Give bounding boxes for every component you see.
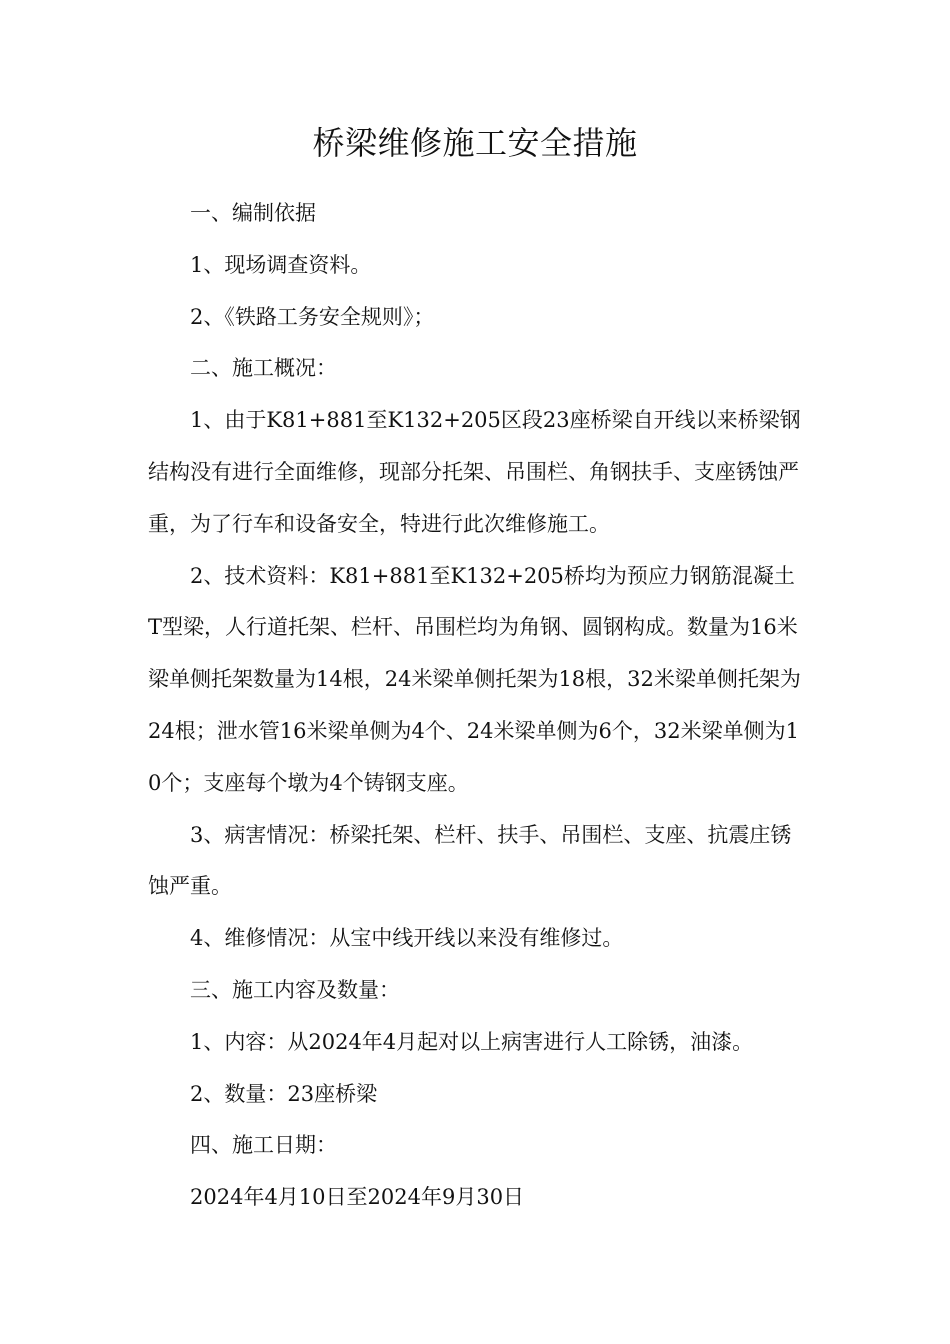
construction-dates: 2024年4月10日至2024年9月30日 xyxy=(190,1185,525,1210)
section-heading-content: 三、施工内容及数量： xyxy=(190,977,400,1002)
section-heading-overview: 二、施工概况： xyxy=(190,356,337,381)
content-item-1: 1、内容：从2024年4月起对以上病害进行人工除锈，油漆。 xyxy=(190,1029,754,1054)
overview-item-1: 1、由于K81+881至K132+205区段23座桥梁自开线以来桥梁钢结构没有进行全面维修，现部分托架、吊围栏、角钢扶手、支座锈蚀严重，为了行车和设备安全，特进行此次维修施工。 xyxy=(148,408,801,536)
document-body xyxy=(148,188,808,1224)
basis-item-1: 1、现场调查资料。 xyxy=(190,252,372,277)
overview-item-2: 2、技术资料：K81+881至K132+205桥均为预应力钢筋混凝土T型梁，人行道托架、栏杆、吊围栏均为角钢、圆钢构成。数量为16米梁单侧托架数量为14根，24米梁单侧托架为18根，32米梁单侧托架为24根；泄水管16米梁单侧为4个、24米梁单侧为6个，32米梁单侧为10个；支座每个墩为4个铸钢支座。 xyxy=(148,563,801,795)
overview-item-3: 3、病害情况：桥梁托架、栏杆、扶手、吊围栏、支座、抗震庄锈蚀严重。 xyxy=(148,822,792,899)
document-title: 桥梁维修施工安全措施 xyxy=(312,124,638,162)
overview-item-4: 4、维修情况：从宝中线开线以来没有维修过。 xyxy=(190,926,624,951)
basis-item-2: 2、《铁路工务安全规则》； xyxy=(190,304,435,329)
section-heading-basis: 一、编制依据 xyxy=(190,201,316,225)
content-item-2: 2、数量：23座桥梁 xyxy=(190,1081,378,1106)
section-heading-dates: 四、施工日期： xyxy=(190,1133,337,1158)
